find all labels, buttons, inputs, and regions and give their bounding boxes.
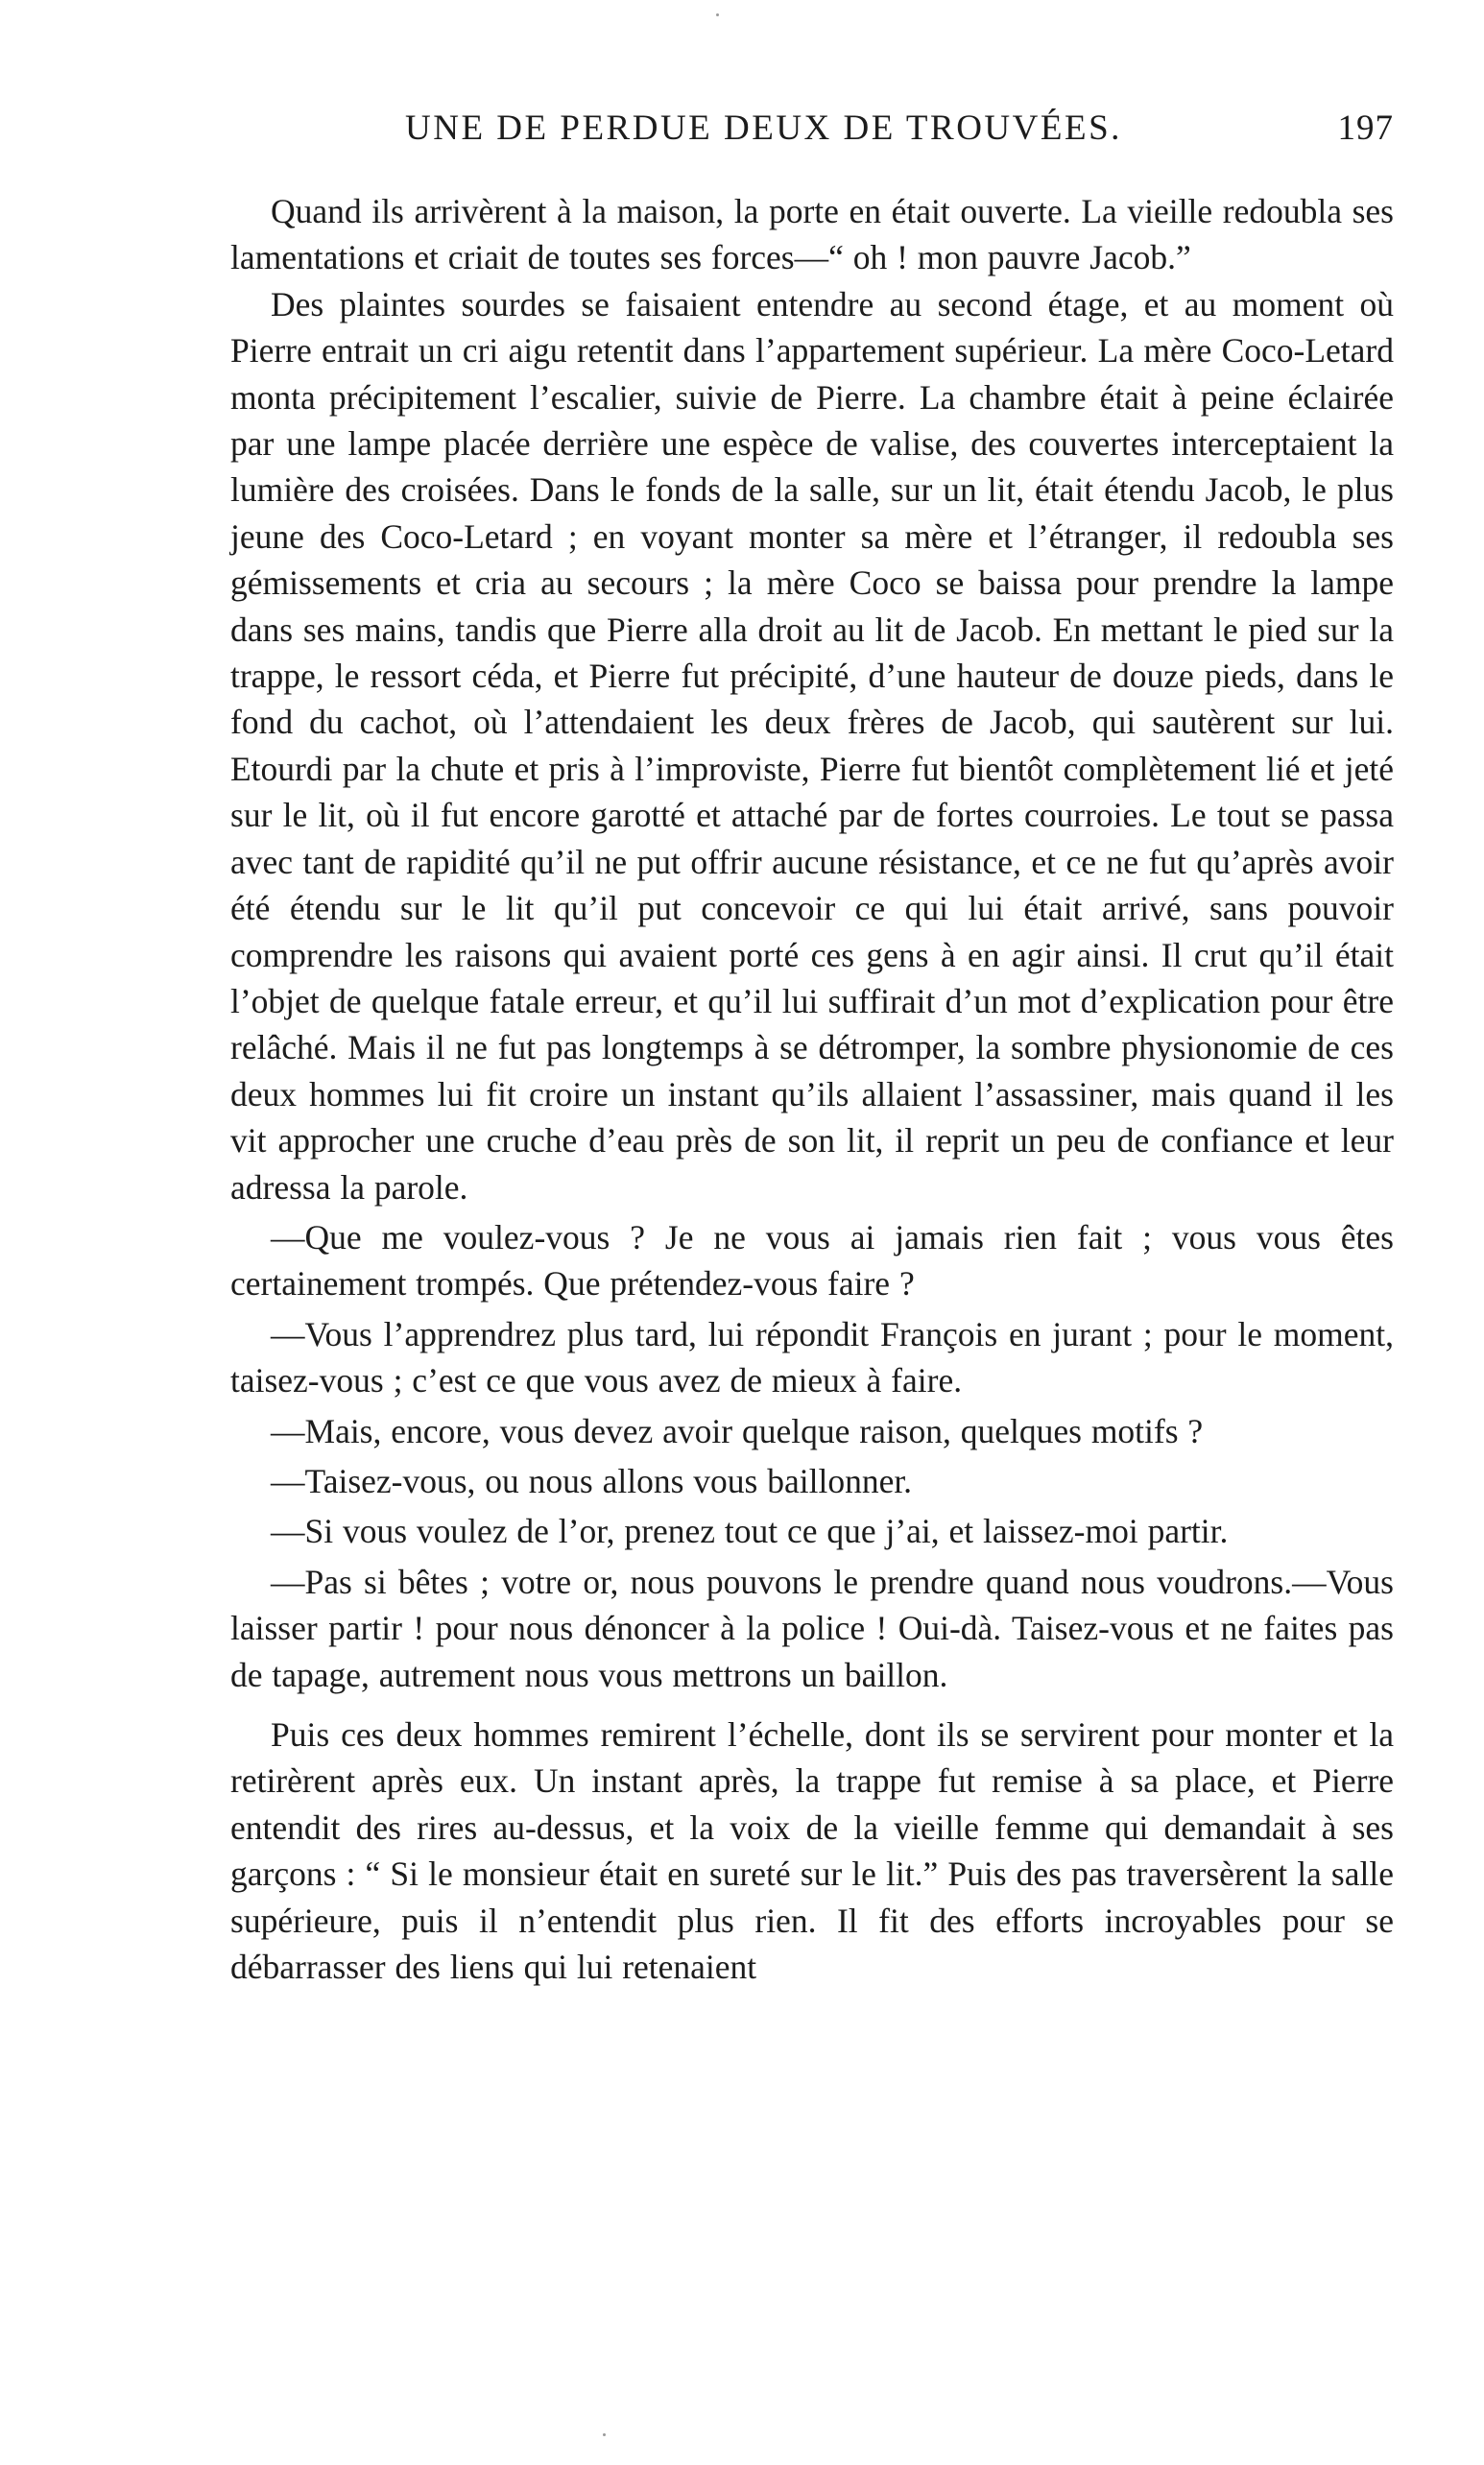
dialogue-line: —Pas si bêtes ; votre or, nous pouvons le prendre quand nous voudrons.—Vous laisser partir ! pour nous dénoncer à la police ! Oui-dà. Taisez-vous et ne faites pas de tapage, autrement nous vous mettrons un baillon. bbox=[230, 1562, 1394, 1694]
dialogue-line: —Taisez-vous, ou nous allons vous baillonner. bbox=[271, 1461, 913, 1500]
paragraph-ladder: Puis ces deux hommes remirent l’échelle, dont ils se servirent pour monter et la retirèrent après eux. Un instant après, la trappe fut remise à sa place, et Pierre entendit des rires au-dessus, et la voix de la vieille femme qui demandait à ses garçons : “ Si le monsieur était en sureté sur le lit.” Puis des pas traversèrent la salle supérieure, puis il n’entendit plus rien. Il fit des efforts incroyables pour se débarrasser des liens qui lui retenaient bbox=[230, 1715, 1394, 1987]
dialogue-line: —Si vous voulez de l’or, prenez tout ce que j’ai, et laissez-moi partir. bbox=[271, 1512, 1229, 1551]
print-speck bbox=[603, 2433, 606, 2436]
paragraph-arrival: Quand ils arrivèrent à la maison, la porte en était ouverte. La vieille redoubla ses lamentations et criait de toutes ses forces—“ oh ! mon pauvre Jacob.” bbox=[230, 192, 1394, 277]
dialogue-line: —Vous l’apprendrez plus tard, lui répondit François en jurant ; pour le moment, taisez-vous ; c’est ce que vous avez de mieux à faire. bbox=[230, 1314, 1394, 1400]
dialogue-line: —Mais, encore, vous devez avoir quelque raison, quelques motifs ? bbox=[271, 1411, 1204, 1450]
body-text bbox=[230, 188, 1394, 1990]
page-number: 197 bbox=[1337, 108, 1394, 148]
running-title: UNE DE PERDUE DEUX DE TROUVÉES. bbox=[405, 108, 1122, 148]
print-speck bbox=[716, 13, 719, 16]
paragraph-trap: Des plaintes sourdes se faisaient entendre au second étage, et au moment où Pierre entrait un cri aigu retentit dans l’appartement supérieur. La mère Coco-Letard monta précipitement l’escalier, suivie de Pierre. La chambre était à peine éclairée par une lampe placée derrière une espèce de valise, des couvertes interceptaient la lumière des croisées. Dans le fonds de la salle, sur un lit, était étendu Jacob, le plus jeune des Coco-Letard ; en voyant monter sa mère et l’étranger, il redoubla ses gémissements et cria au secours ; la mère Coco se baissa pour prendre la lampe dans ses mains, tandis que Pierre alla droit au lit de Jacob. En mettant le pied sur la trappe, le ressort céda, et Pierre fut précipité, d’une hauteur de douze pieds, dans le fond du cachot, où l’attendaient les deux frères de Jacob, qui sautèrent sur lui. Etourdi par la chute et pris à l’improviste, Pierre fut bientôt complètement lié et jeté sur le lit, où il fut encore garotté et attaché par de fortes courroies. Le tout se passa avec tant de rapidité qu’il ne put offrir aucune résistance, et ce ne fut qu’après avoir été étendu sur le lit qu’il put concevoir ce qui lui était arrivé, sans pouvoir comprendre les raisons qui avaient porté ces gens à en agir ainsi. Il crut qu’il était l’objet de quelque fatale erreur, et qu’il lui suffirait d’un mot d’explication pour être relâché. Mais il ne fut pas longtemps à se détromper, la sombre physionomie de ces deux hommes lui fit croire un instant qu’ils allaient l’assassiner, mais quand il les vit approcher une cruche d’eau près de son lit, il reprit un peu de confiance et leur adressa la parole. bbox=[230, 284, 1394, 1207]
dialogue-line: —Que me voulez-vous ? Je ne vous ai jamais rien fait ; vous vous êtes certainement trompés. Que prétendez-vous faire ? bbox=[230, 1217, 1394, 1304]
running-header bbox=[230, 108, 1394, 161]
